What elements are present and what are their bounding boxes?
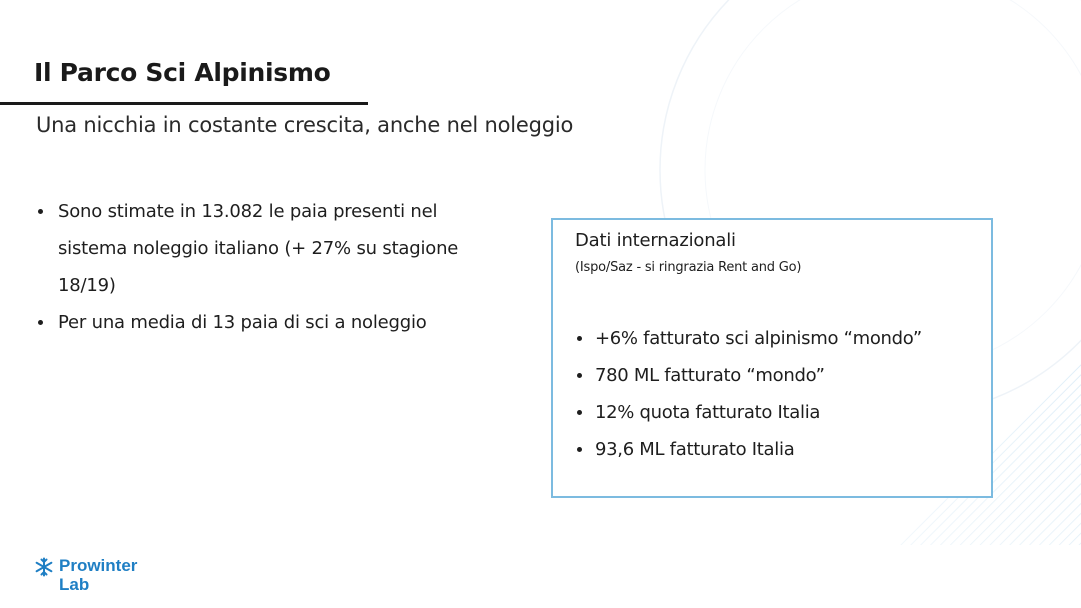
title-underline: [0, 102, 368, 105]
slide-title: Il Parco Sci Alpinismo: [34, 58, 331, 87]
logo-line-1: Prowinter: [59, 556, 138, 575]
box-source-note: (Ispo/Saz - si ringrazia Rent and Go): [575, 260, 802, 275]
logo-line-2: Lab: [59, 575, 90, 594]
bullet-item: Per una media di 13 paia di sci a noleggio: [36, 304, 506, 341]
box-title: Dati internazionali: [575, 230, 736, 251]
main-bullet-list: [36, 193, 506, 341]
box-bullet-item: 93,6 ML fatturato Italia: [575, 431, 985, 468]
bullet-item: Sono stimate in 13.082 le paia presenti nel sistema noleggio italiano (+ 27% su stagione 18/19): [36, 193, 506, 304]
logo-wordmark: [59, 556, 137, 594]
snowflake-icon: [34, 557, 54, 577]
slide-subtitle: Una nicchia in costante crescita, anche nel noleggio: [36, 113, 574, 137]
box-bullet-item: 12% quota fatturato Italia: [575, 394, 985, 431]
international-data-box: [551, 218, 993, 498]
box-bullet-list: [575, 320, 985, 468]
box-bullet-item: +6% fatturato sci alpinismo “mondo”: [575, 320, 985, 357]
box-bullet-item: 780 ML fatturato “mondo”: [575, 357, 985, 394]
